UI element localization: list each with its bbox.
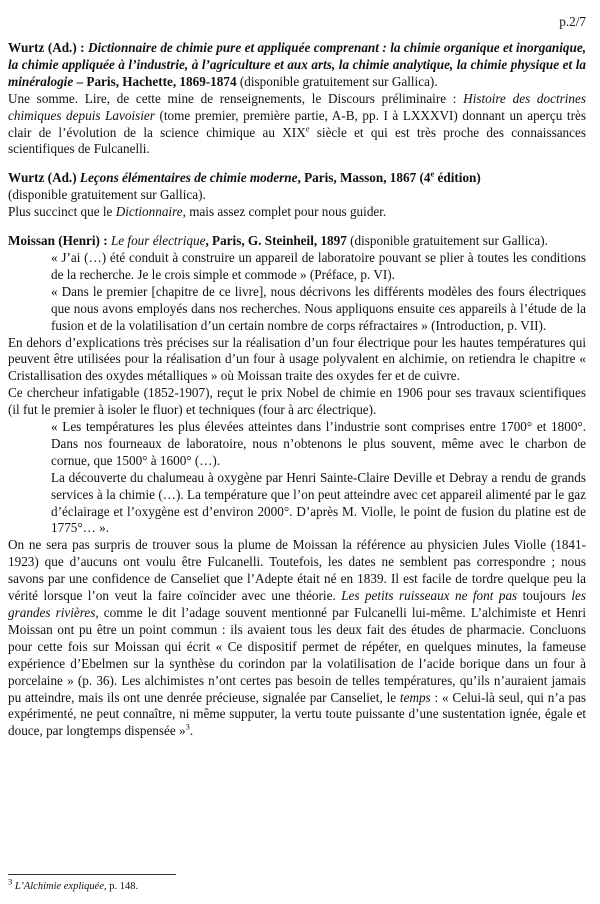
entry-note: (disponible gratuitement sur Gallica). <box>346 233 548 249</box>
entry-author: Wurtz (Ad.) : <box>8 40 85 55</box>
footnote <box>8 876 139 893</box>
entry-publisher-end: édition) <box>434 170 481 186</box>
footnote-marker: 3 <box>8 876 13 887</box>
quote-introduction: « Dans le premier [chapitre de ce livre], nous décrivons les différents modèles des fours électriques que nous avons employés dans nos recherches. Nous appliquons ensuite ces appareils à l’étude de la fusion et de la volatilisation d’un certain nombre de corps réfractaires » (Introduction, p. VII). <box>51 283 586 333</box>
superscript: e <box>430 168 435 179</box>
entry-publisher: , Paris, G. Steinheil, 1897 <box>205 233 347 249</box>
paragraph-italic: les grandes rivières <box>8 588 586 620</box>
entry-dash: – <box>73 73 87 89</box>
paragraph-text: . <box>189 723 194 739</box>
paragraph-text: On ne sera pas surpris de trouver sous la plume de Moissan la référence au physicien Jules Violle (1841-1923) que d’aucuns ont voulu être Fulcanelli. Toutefois, les dates ne semblent pas correspondre ; nous savons par une confidence de Canseliet que l’Adepte était né en 1839. Il est facile de tordre quelque peu la vérité lorsque l’on veut la faire coïncider avec une théorie. <box>8 537 586 604</box>
footnote-reference: 3 <box>185 721 190 732</box>
description-italic: Dictionnaire <box>115 204 183 220</box>
entry-note: (disponible gratuitement sur Gallica). <box>236 73 438 89</box>
footnote-divider <box>8 874 176 875</box>
entry-title: Dictionnaire de chimie pure et appliquée comprenant : la chimie organique et inorganique, la chimie appliquée à l’industrie, à l’agriculture et aux arts, la chimie analytique, la chimie physique et la minéralogie <box>8 40 586 89</box>
entry-publisher: Paris, Hachette, 1869-1874 <box>86 73 237 89</box>
document-body <box>8 40 586 740</box>
paragraph: Ce chercheur infatigable (1852-1907), reçut le prix Nobel de chimie en 1906 pour ses travaux scientifiques (il fut le premier à isoler le fluor) et techniques (four à arc électrique). <box>8 385 586 418</box>
description-text: , mais assez complet pour nous guider. <box>182 204 387 220</box>
entry-title: Le four électrique <box>110 233 206 249</box>
bibliography-entry-moissan <box>8 233 586 250</box>
description-italic: Histoire des doctrines chimiques depuis Lavoisier <box>8 90 586 123</box>
description-text: Une somme. Lire, de cette mine de renseignements, le Discours préliminaire : <box>8 90 464 106</box>
footnote-text: , p. 148. <box>104 881 139 892</box>
paragraph: En dehors d’explications très précises sur la réalisation d’un four électrique pour les hautes températures qui peuvent être utilisées pour la réalisation d’un four à usage polyvalent en alchimie, on retiendra le chapitre « Cristallisation des oxydes métalliques » où Moissan traite des oxydes fer et de cuivre. <box>8 334 586 384</box>
footnote-title: L’Alchimie expliquée <box>14 881 104 892</box>
paragraph-text: , comme le dit l’adage souvent mentionné par Fulcanelli lui-même. L’alchimiste et Henri Moissan ont pu être un point commun : ils avaient tous les deux fait des études de pharmacie. Concluons pour cette fois sur Moissan qui écrit « Ce dispositif permet de répéter, en quelques minutes, la fameuse expérience d’Ebelmen sur la synthèse du corindon par la volatilisation de l’acide borique dans un four à porcelaine » (p. 36). Les alchimistes n’ont certes pas besoin de telles températures, qu’ils n’auraient jamais pu atteindre, mais ils ont une denrée précieuse, signalée par Canseliet, le <box>8 605 586 705</box>
entry-author: Moissan (Henri) : <box>8 233 108 249</box>
quote-preface: « J’ai (…) été conduit à construire un appareil de laboratoire pouvant se plier à toutes les conditions de la recherche. Je le crois simple et commode » (Préface, p. VI). <box>51 249 586 282</box>
quote-temperatures: « Les températures les plus élevées atteintes dans l’industrie sont comprises entre 1700° et 1800°. Dans nos fourneaux de laboratoire, nous n’obtenons le plus souvent, même avec le charbon de cornue, que 1500° à 1600° (…). <box>51 419 586 468</box>
entry-description <box>8 204 586 221</box>
superscript: e <box>305 123 310 134</box>
paragraph-text: : « Celui-là seul, qui n’a pas expérimenté, ne peut connaître, ni même supputer, la vertu toute puissante d’une sustentation ignée, égale et douce, par longtemps dispensée » <box>8 689 587 739</box>
bibliography-entry-wurtz-dictionnaire <box>8 40 586 91</box>
description-text: siècle et qui est très proche des connaissances scientifiques de Fulcanelli. <box>8 124 586 157</box>
bibliography-entry-wurtz-lecons <box>8 170 586 187</box>
paragraph-text: toujours <box>517 588 572 604</box>
paragraph-italic: Les petits ruisseaux ne font pas <box>341 588 518 604</box>
paragraph-conclusion <box>8 537 586 740</box>
description-text: Plus succinct que le <box>8 204 116 220</box>
page-number: p.2/7 <box>559 14 586 29</box>
entry-author: Wurtz (Ad.) <box>8 170 77 186</box>
paragraph-italic: temps <box>399 689 431 705</box>
entry-publisher: , Paris, Masson, 1867 (4 <box>297 170 431 186</box>
description-text: (tome premier, première partie, A-B, pp. I à LXXXVI) donnant un aperçu très clair de l’évolution de la science chimique au XIX <box>8 107 586 140</box>
entry-description <box>8 91 586 159</box>
entry-note: (disponible gratuitement sur Gallica). <box>8 187 206 203</box>
quote-chalumeau: La découverte du chalumeau à oxygène par Henri Sainte-Claire Deville et Debray a rendu de grands services à la chimie (…). La température que l’on peut atteindre avec cet appareil alimenté par le gaz d’éclairage et l’oxygène est d’environ 2000°. D’après M. Violle, le point de fusion du platine est de 1775°… ». <box>51 469 586 536</box>
entry-title: Leçons élémentaires de chimie moderne <box>79 170 298 186</box>
